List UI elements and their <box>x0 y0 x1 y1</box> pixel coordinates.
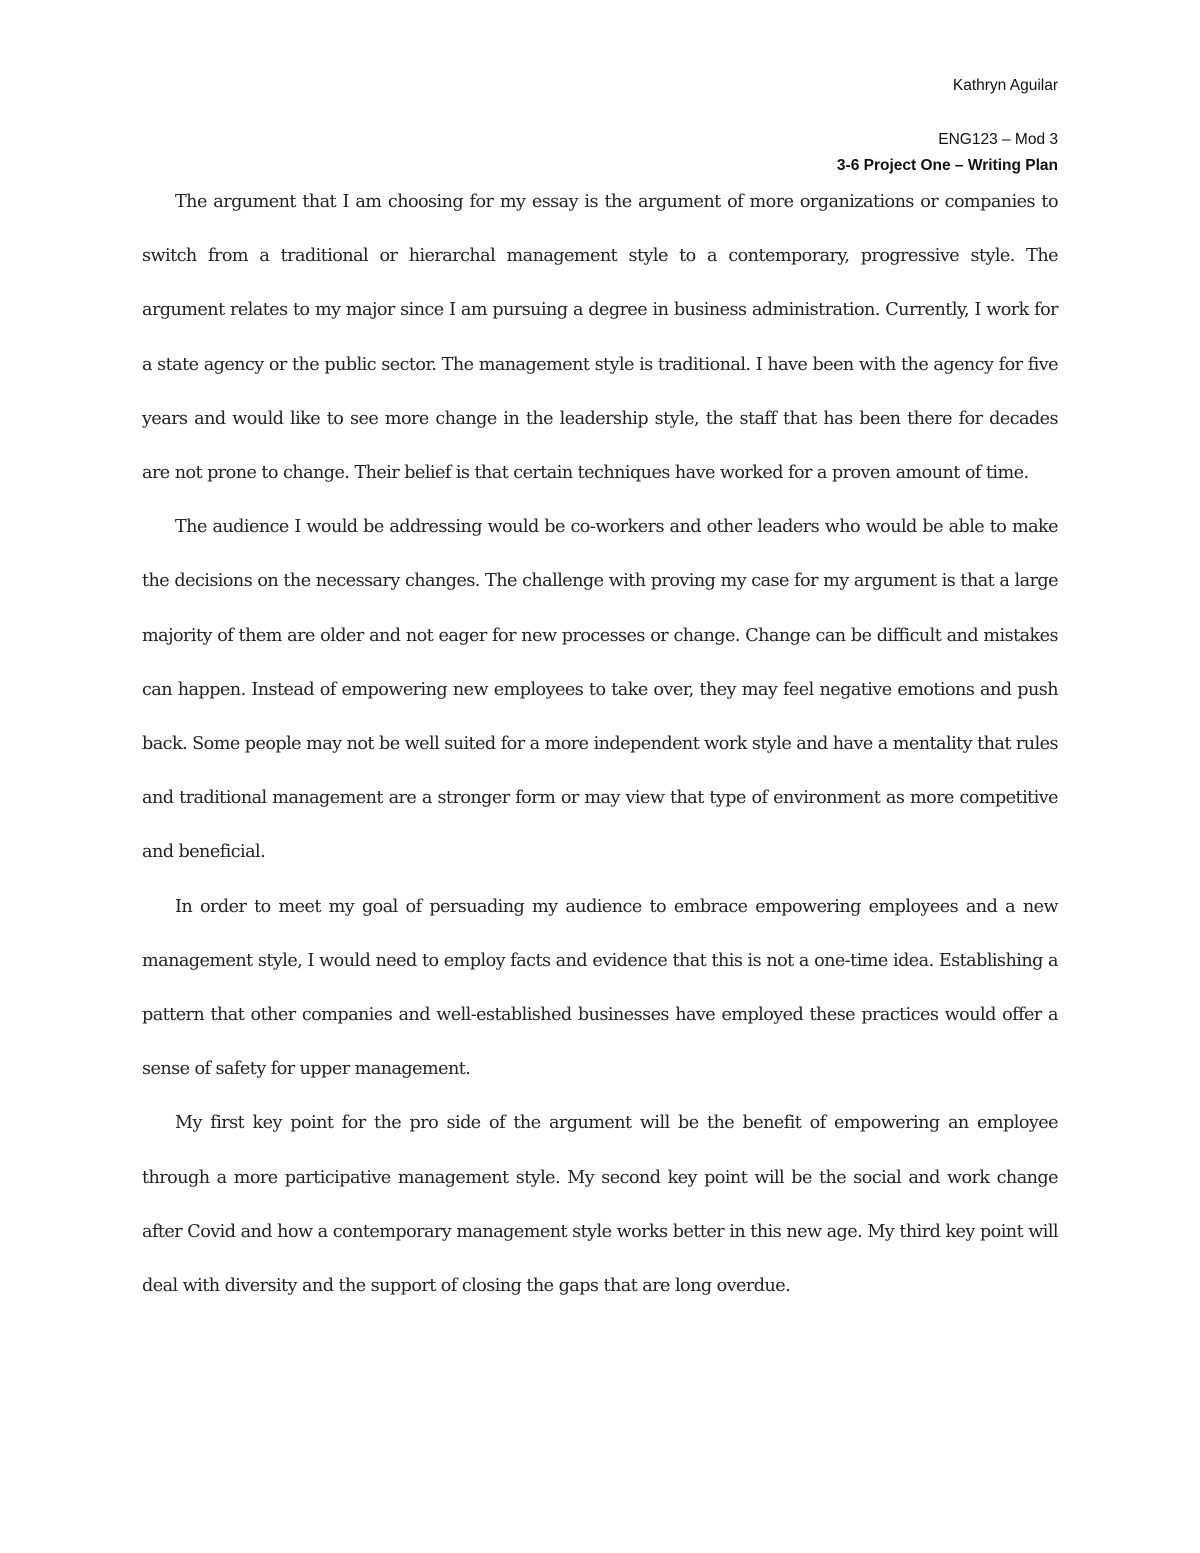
paragraph-goal: In order to meet my goal of persuading my audience to embrace empowering employees and a new management style, I would need to employ facts and evidence that this is not a one-time idea. Establishing a pattern that other companies and well-established businesses have employed these practices would offer a sense of safety for upper management. <box>142 896 1058 1080</box>
course-code: ENG123 – Mod 3 <box>938 131 1058 148</box>
paragraph-key-points: My first key point for the pro side of the argument will be the benefit of empowering an employee through a more participative management style. My second key point will be the social and work change after Covid and how a contemporary management style works better in this new age. My third key point will deal with diversity and the support of closing the gaps that are long overdue. <box>142 1113 1058 1297</box>
essay-body <box>142 175 1058 1313</box>
paragraph-audience: The audience I would be addressing would be co-workers and other leaders who would be able to make the decisions on the necessary changes. The challenge with proving my case for my argument is that a large majority of them are older and not eager for new processes or change. Change can be difficult and mistakes can happen. Instead of empowering new employees to take over, they may feel negative emotions and push back. Some people may not be well suited for a more independent work style and have a mentality that rules and traditional management are a stronger form or may view that type of environment as more competitive and beneficial. <box>142 517 1058 863</box>
author-name: Kathryn Aguilar <box>952 77 1058 94</box>
paragraph-argument: The argument that I am choosing for my essay is the argument of more organizations or companies to switch from a traditional or hierarchal management style to a contemporary, progressive style. The argument relates to my major since I am pursuing a degree in business administration. Currently, I work for a state agency or the public sector. The management style is traditional. I have been with the agency for five years and would like to see more change in the leadership style, the staff that has been there for decades are not prone to change. Their belief is that certain techniques have worked for a proven amount of time. <box>142 192 1058 484</box>
assignment-title: 3-6 Project One – Writing Plan <box>836 157 1058 174</box>
